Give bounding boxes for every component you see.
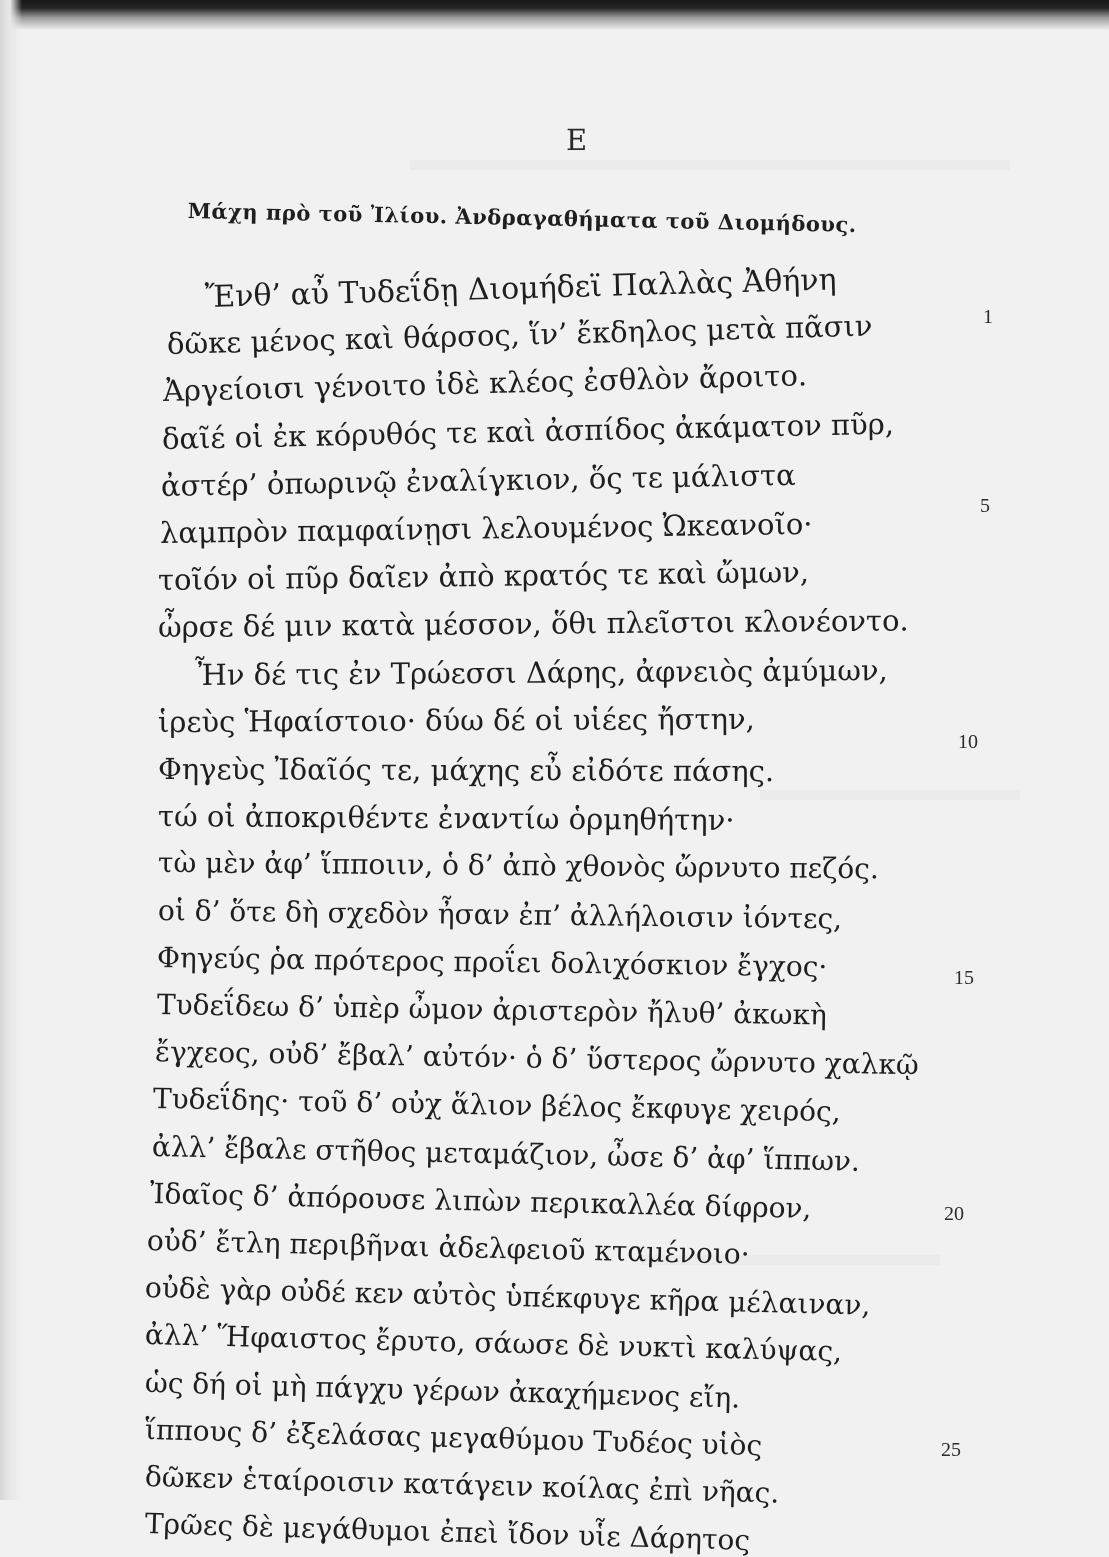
poem-line-20: Ἰδαῖος δ’ ἀπόρουσε λιπὼν περικαλλέα δίφρον, [149, 1176, 812, 1225]
poem-line-15: Φηγεύς ῥα πρότερος προΐει δολιχόσκιον ἔγχος· [156, 940, 828, 984]
book-letter: E [566, 123, 588, 157]
section-heading: Μάχη πρὸ τοῦ Ἰλίου. Ἀνδραγαθήματα τοῦ Διομήδους. [187, 198, 857, 238]
poem-line-8: ὦρσε δέ μιν κατὰ μέσσον, ὅθι πλεῖστοι κλονέοντο. [157, 603, 909, 645]
poem-line-16: Τυδεΐδεω δ’ ὑπὲρ ὦμον ἀριστερὸν ἤλυθ’ ἀκωκὴ [156, 988, 828, 1032]
poem-line-25: ἵππους δ’ ἐξελάσας μεγαθύμου Τυδέος υἱὸς [144, 1412, 763, 1462]
poem-line-13: τὼ μὲν ἀφ’ ἵπποιιν, ὁ δ’ ἀπὸ χθονὸς ὤρνυτο πεζός. [157, 846, 879, 886]
poem-line-1: Ἔνθ’ αὖ Τυδεΐδῃ Διομήδεϊ Παλλὰς Ἀθήνη [204, 262, 837, 315]
poem-line-5: ἀστέρ’ ὀπωρινῷ ἐναλίγκιον, ὅς τε μάλιστα [160, 457, 796, 503]
poem-line-9: Ἦν δέ τις ἐν Τρώεσσι Δάρης, ἀφνειὸς ἀμύμων, [194, 652, 888, 692]
line-number-1: 1 [983, 306, 993, 328]
poem-line-11: Φηγεὺς Ἰδαῖός τε, μάχης εὖ εἰδότε πάσης. [157, 752, 775, 789]
poem-line-22: οὐδὲ γὰρ οὐδέ κεν αὐτὸς ὑπέκφυγε κῆρα μέλαιναν, [144, 1271, 871, 1322]
poem-line-4: δαῖέ οἱ ἐκ κόρυθός τε καὶ ἀσπίδος ἀκάματον πῦρ, [161, 406, 895, 456]
line-number-25: 25 [941, 1438, 961, 1461]
poem-line-19: ἀλλ’ ἔβαλε στῆθος μεταμάζιον, ὦσε δ’ ἀφ’ ἵππων. [151, 1129, 861, 1178]
line-number-15: 15 [954, 966, 974, 989]
poem-line-21: οὐδ’ ἔτλη περιβῆναι ἀδελφειοῦ κταμένοιο· [146, 1224, 750, 1271]
poem-line-26: δῶκεν ἑταίροισιν κατάγειν κοίλας ἐπὶ νῆας. [144, 1460, 780, 1510]
poem-line-18: Τυδεΐδης· τοῦ δ’ οὐχ ἅλιον βέλος ἔκφυγε χειρός, [152, 1082, 841, 1129]
line-number-10: 10 [958, 730, 978, 753]
poem-line-23: ἀλλ’ Ἥφαιστος ἔρυτο, σάωσε δὲ νυκτὶ καλύψας, [144, 1318, 843, 1369]
poem-line-14: οἱ δ’ ὅτε δὴ σχεδὸν ἦσαν ἐπ’ ἀλλήλοισιν ἰόντες, [157, 893, 843, 935]
poem-line-10: ἱρεὺς Ἡφαίστοιο· δύω δέ οἱ υἱέες ἤστην, [157, 701, 755, 739]
poem-line-24: ὡς δή οἱ μὴ πάγχυ γέρων ἀκαχήμενος εἴη. [144, 1365, 741, 1415]
poem-line-6: λαμπρὸν παμφαίνῃσι λελουμένος Ὠκεανοῖο· [159, 506, 813, 550]
poem-line-7: τοῖόν οἱ πῦρ δαῖεν ἀπὸ κρατός τε καὶ ὤμων, [157, 555, 810, 598]
poem-line-12: τώ οἱ ἀποκριθέντε ἐναντίω ὁρμηθήτην· [157, 799, 735, 838]
poem-line-17: ἔγχεος, οὐδ’ ἔβαλ’ αὐτόν· ὁ δ’ ὕστερος ὤρνυτο χαλκῷ [154, 1035, 920, 1082]
poem-line-27: Τρῶες δὲ μεγάθυμοι ἐπεὶ ἴδον υἷε Δάρητος [144, 1507, 751, 1557]
poem-line-2: δῶκε μένος καὶ θάρσος, ἵν’ ἔκδηλος μετὰ πᾶσιν [166, 308, 873, 362]
line-number-5: 5 [980, 494, 990, 517]
line-number-20: 20 [944, 1202, 964, 1225]
poem-line-3: Ἀργείοισι γένοιτο ἰδὲ κλέος ἐσθλὸν ἄροιτο. [162, 358, 808, 409]
